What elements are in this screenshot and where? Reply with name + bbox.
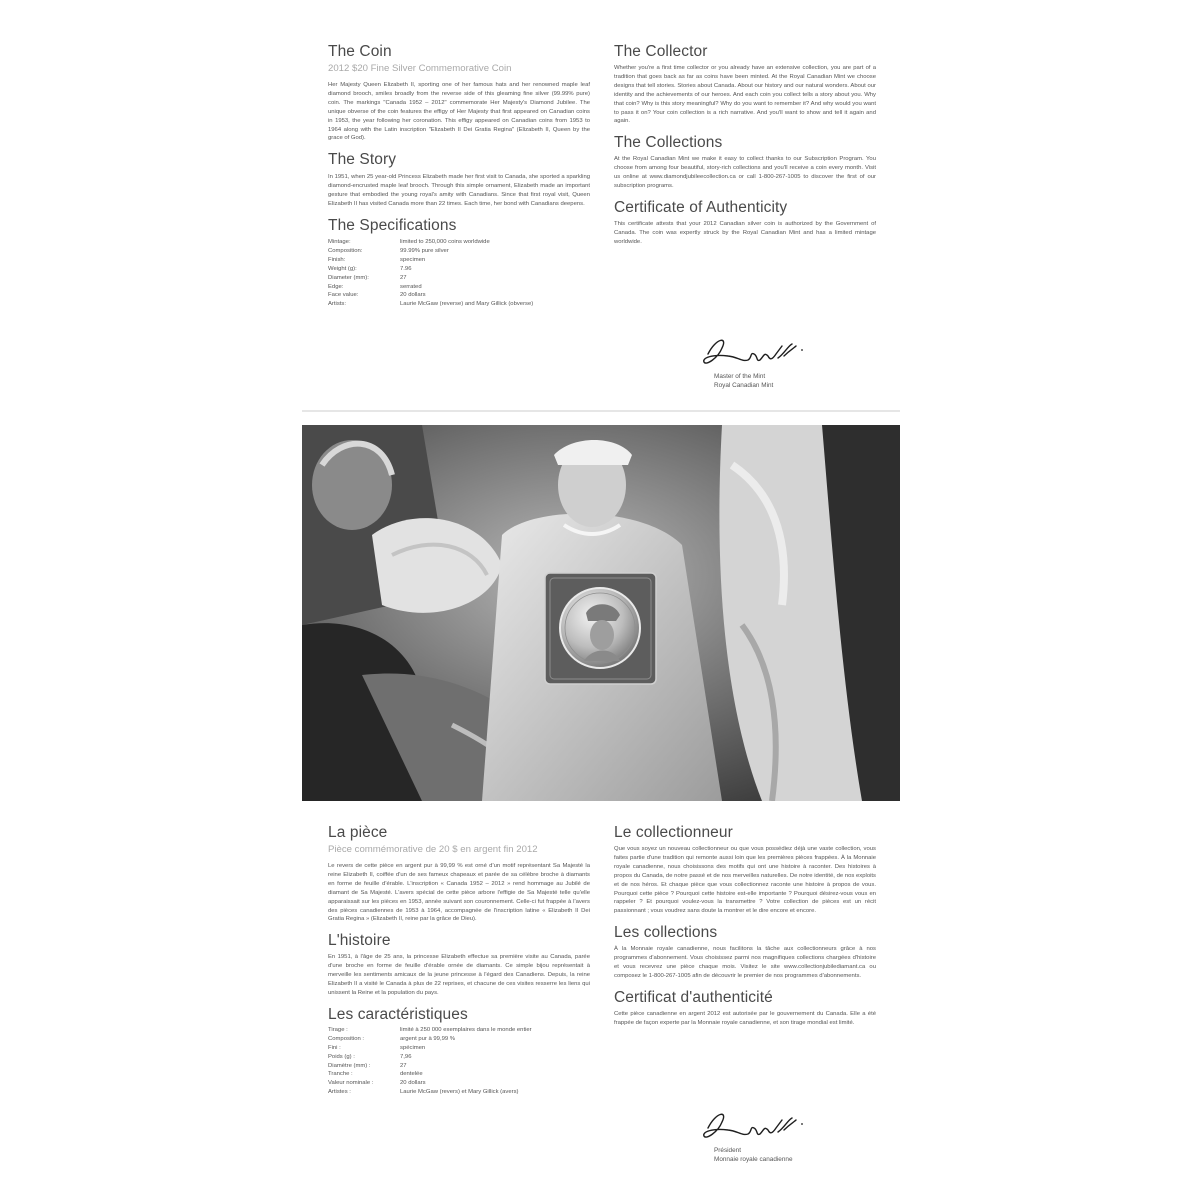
spec-value: Laurie McGaw (reverse) and Mary Gillick (obverse) [400, 301, 534, 308]
story-heading: The Story [328, 151, 397, 169]
coin-body: Her Majesty Queen Elizabeth II, sporting one of her famous hats and her renowned maple leaf diamond brooch, smiles broadly from the reverse side of this gleaming fine silver (99.99% pure) coin. The markings "Canada 1952 – 2012" commemorate Her Majesty's Diamond Jubilee. The unique obverse of the coin features the effigy of Her Majesty that first appeared on Canadian coins in 1953, the year following her coronation. This effigy appeared on Canadian coins from 1953 to 1964 along with the Latin inscription "Elizabeth II Dei Gratia Regina" (Elizabeth II, Queen by the grace of God). [328, 82, 590, 142]
coin-heading: The Coin [328, 43, 392, 60]
spec-label: Diameter (mm): [328, 274, 369, 281]
coin-subtitle: 2012 $20 Fine Silver Commemorative Coin [328, 63, 512, 74]
spec-row [328, 247, 533, 256]
spec-row [328, 283, 533, 292]
spec-value: spécimen [400, 1044, 426, 1051]
certificate-body: This certificate attests that your 2012 Canadian silver coin is authorized by the Government of Canada. The coin was expertly struck by the Royal Canadian Mint and has a limited mintage worldwide. [614, 220, 876, 245]
spec-value: serrated [400, 283, 422, 290]
spec-row [328, 1035, 532, 1044]
spec-row [328, 1079, 532, 1088]
specifications-table [328, 238, 533, 309]
photo-illustration [302, 425, 900, 801]
spec-value: limité à 250 000 exemplaires dans le monde entier [400, 1026, 532, 1033]
certificate-heading-fr: Certificat d'authenticité [614, 988, 773, 1006]
spec-row [328, 256, 533, 265]
spec-label: Valeur nominale : [328, 1080, 374, 1087]
signature-organization-fr: Monnaie royale canadienne [714, 1156, 793, 1163]
collector-heading: The Collector [614, 43, 708, 60]
spec-value: 20 dollars [400, 292, 426, 299]
spec-row [328, 1088, 532, 1097]
spec-label: Mintage: [328, 238, 351, 245]
spec-row [328, 300, 533, 309]
collector-body-fr: Que vous soyez un nouveau collectionneur ou que vous possédiez déjà une vaste collection, vous faites partie d'une tradition qui remonte aussi loin que les premières pièces frappées. À la Monnaie royale canadienne, nous choisissons des motifs qui ont une histoire à raconter. Des histoires à propos du Canada, de notre passé et de nos merveilles naturelles. De notre identité, de nos exploits et de nos héros. Et chaque pièce que vous collectionnez raconte une histoire à propos de vous. Pourquoi cette pièce ? Pourquoi cette histoire est-elle importante ? Pourquoi désirez-vous vous en rappeler ? Et pourquoi voulez-vous la transmettre ? Votre collection de pièces est un récit passionnant ; vous voudrez sans doute la montrer et le dire encore et encore. [614, 846, 876, 915]
spec-row [328, 238, 533, 247]
english-left-column [328, 42, 590, 309]
spec-row [328, 1026, 532, 1035]
spec-label: Composition: [328, 247, 363, 254]
spec-row [328, 1062, 532, 1071]
spec-row [328, 291, 533, 300]
spec-value: 7.96 [400, 265, 412, 272]
spec-label: Poids (g) : [328, 1053, 355, 1060]
spec-value: limited to 250,000 coins worldwide [400, 238, 490, 245]
coronation-photo [302, 425, 900, 801]
collections-body: At the Royal Canadian Mint we make it easy to collect thanks to our Subscription Program. You choose from among four beautiful, story-rich collections and you'll receive a coin every month. Visit us online at www.diamondjubileecollection.ca or call 1-800-267-1005 to discover the first of our subscription programs. [614, 156, 876, 190]
french-left-column [328, 823, 590, 1097]
spec-value: specimen [400, 256, 426, 263]
spec-label: Finish: [328, 256, 346, 263]
story-body: In 1951, when 25 year-old Princess Elizabeth made her first visit to Canada, she sported a sparkling diamond-encrusted maple leaf brooch. Through this simple ornament, Elizabeth made an important gesture that embodied the young royal's amity with Canadians. Since that first royal visit, Queen Elizabeth II has visited Canada more than 22 times. Each time, her bond with Canadians deepens. [328, 174, 590, 208]
french-panel [302, 803, 900, 1175]
spec-label: Artistes : [328, 1089, 351, 1096]
signature-organization: Royal Canadian Mint [714, 382, 774, 389]
collections-heading: The Collections [614, 134, 723, 152]
coin-body-fr: Le revers de cette pièce en argent pur à 99,99 % est orné d'un motif représentant Sa Majesté la reine Elizabeth II, coiffée d'un de ses fameux chapeaux et parée de sa célèbre broche à diamants en forme de feuille d'érable. L'inscription « Canada 1952 – 2012 » rend hommage au Jubilé de diamant de Sa Majesté. L'avers spécial de cette pièce arbore l'effigie de Sa Majesté telle qu'elle apparaissait sur les pièces en 1953, année suivant son couronnement. Celle-ci fut frappée à l'avers des pièces canadiennes de 1953 à 1964, accompagnée de l'inscription latine « Elizabeth II Dei Gratia Regina » (Elizabeth II, reine par la grâce de Dieu). [328, 863, 590, 923]
spec-label: Composition : [328, 1035, 365, 1042]
spec-value: 20 dollars [400, 1080, 426, 1087]
spec-row [328, 1044, 532, 1053]
collector-heading-fr: Le collectionneur [614, 824, 733, 841]
specifications-table-fr [328, 1026, 532, 1097]
spec-value: 99.99% pure silver [400, 247, 449, 254]
story-body-fr: En 1951, à l'âge de 25 ans, la princesse Elizabeth effectue sa première visite au Canada, parée d'une broche en forme de feuille d'érable ornée de diamants. Ce simple bijou représentait à merveille les sentiments amicaux de la jeune princesse à l'égard des Canadiens. Depuis, la reine Elizabeth II a visité le Canada à plus de 22 reprises, et chacune de ces visites resserre les liens qui unissent la Reine et la population du pays. [328, 954, 590, 996]
collector-body: Whether you're a first time collector or you already have an extensive collection, you are part of a tradition that goes back as far as coins have been minted. At the Royal Canadian Mint we choose designs that tell stories. Stories about Canada. About our history and our natural wonders. About our identity and the achievements of our heroes. And each coin you collect tells a story about you. Why that coin? Why is this story meaningful? Why do you want to remember it? And why would you want to pass it on? Your coin collection is a rich narrative. And you'll want to show and tell it again and again. [614, 65, 876, 125]
spec-label: Fini : [328, 1044, 341, 1051]
french-right-column [614, 823, 876, 1163]
signature-image [698, 1106, 808, 1146]
panel-divider [302, 410, 900, 412]
spec-row [328, 1053, 532, 1062]
spec-row [328, 274, 533, 283]
spec-label: Tirage : [328, 1026, 348, 1033]
story-heading-fr: L'histoire [328, 932, 391, 950]
spec-row [328, 265, 533, 274]
certificate-body-fr: Cette pièce canadienne en argent 2012 est autorisée par le gouvernement du Canada. Elle a été frappée de façon experte par la Monnaie royale canadienne, et son tirage mondial est limité. [614, 1010, 876, 1026]
spec-value: 7,96 [400, 1053, 412, 1060]
spec-label: Tranche : [328, 1071, 353, 1078]
spec-label: Weight (g): [328, 265, 357, 272]
spec-value: dentelée [400, 1071, 423, 1078]
signature-title: Master of the Mint [714, 373, 766, 380]
collections-body-fr: À la Monnaie royale canadienne, nous facilitons la tâche aux collectionneurs grâce à nos programmes d'abonnement. Vous choisissez parmi nos magnifiques collections chargées d'histoire et vous recevrez une pièce chaque mois. Visitez le site www.collectionjubilediamant.ca ou composez le 1-800-267-1005 afin de découvrir le premier de nos programmes d'abonnements. [614, 946, 876, 979]
spec-value: argent pur à 99,99 % [400, 1035, 456, 1042]
spec-row [328, 1070, 532, 1079]
spec-label: Edge: [328, 283, 344, 290]
english-panel [302, 28, 900, 410]
spec-label: Face value: [328, 292, 359, 299]
certificate-heading: Certificate of Authenticity [614, 198, 788, 216]
signature-block-fr [698, 1106, 808, 1164]
coin-heading-fr: La pièce [328, 824, 388, 841]
signature-image [698, 332, 808, 372]
spec-value: Laurie McGaw (revers) et Mary Gillick (avers) [400, 1089, 519, 1096]
spec-value: 27 [400, 1062, 407, 1069]
specifications-heading-fr: Les caractéristiques [328, 1005, 468, 1023]
signature-title-fr: Président [714, 1147, 741, 1154]
coin-subtitle-fr: Pièce commémorative de 20 $ en argent fin 2012 [328, 844, 538, 855]
english-right-column [614, 42, 876, 389]
signature-block [698, 332, 808, 390]
spec-label: Artists: [328, 301, 346, 308]
spec-label: Diamètre (mm) : [328, 1062, 371, 1069]
spec-value: 27 [400, 274, 407, 281]
specifications-heading: The Specifications [328, 216, 457, 234]
collections-heading-fr: Les collections [614, 924, 718, 942]
